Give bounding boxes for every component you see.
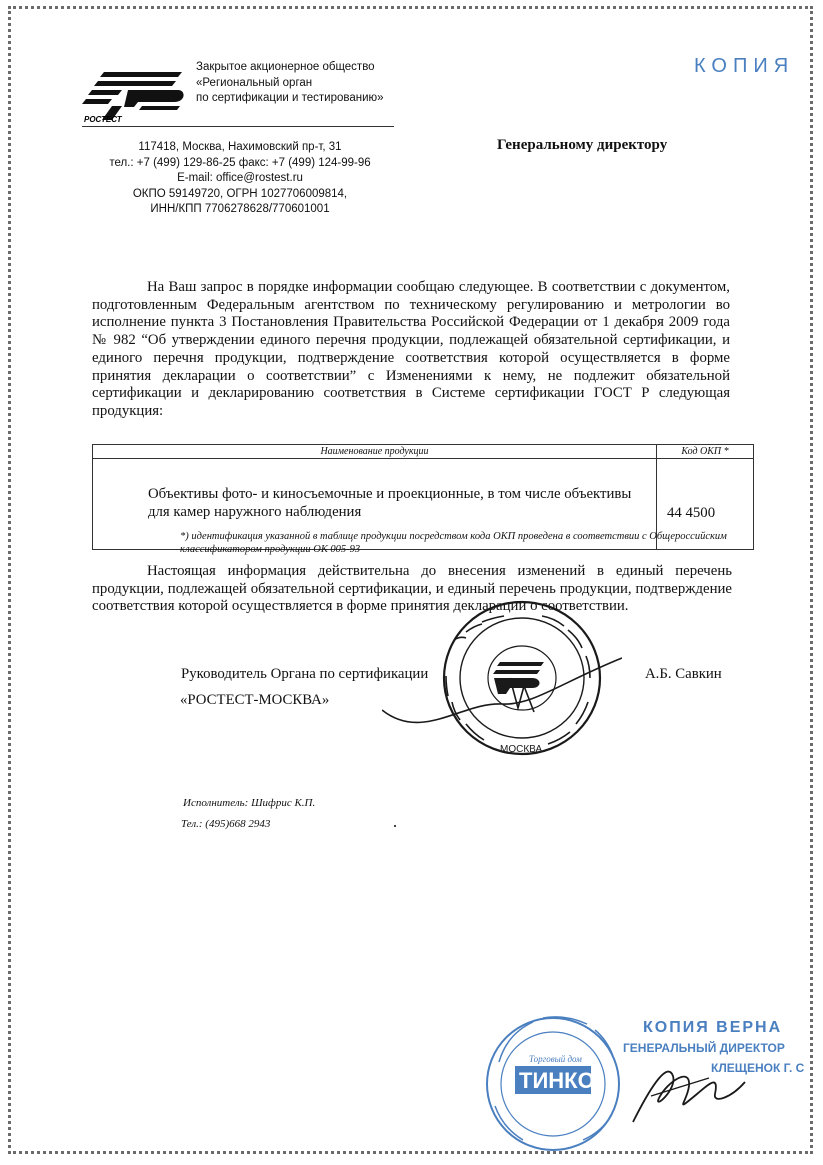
executor-phone: Тел.: (495)668 2943 [181, 818, 271, 830]
svg-text:РОСТЕСТ: РОСТЕСТ [84, 115, 122, 124]
signatory-organization: «РОСТЕСТ-МОСКВА» [180, 692, 330, 708]
signatory-title: Руководитель Органа по сертификации [181, 666, 429, 682]
addressee: Генеральному директору [497, 137, 668, 153]
rostest-logo [82, 62, 190, 124]
organization-name: Закрытое акционерное общество «Региональный орган по сертификации и тестированию» [196, 61, 384, 104]
contact-details: 117418, Москва, Нахимовский пр-т, 31 тел.: +7 (499) 129-86-25 факс: +7 (499) 124-99-96 E-mail: office@rostest.ru ОКПО 59149720, ОГРН 1027706009814, ИНН/КПП 7706278628/770601001 [109, 141, 371, 216]
svg-text:ТИНКО: ТИНКО [519, 1068, 595, 1093]
svg-text:КОПИЯ ВЕРНА: КОПИЯ ВЕРНА [643, 1019, 783, 1036]
svg-text:Торговый дом: Торговый дом [529, 1054, 582, 1064]
copy-stamp: КОПИЯ [694, 55, 795, 77]
speck [394, 825, 396, 827]
intro-paragraph: На Ваш запрос в порядке информации сообщаю следующее. В соответствии с документом, подготовленным Федеральным агентством по техническому регулированию и метрологии во исполнение пункта 3 Постановления Правительства Российской Федерации от 1 декабря 2009 года № 982 “Об утверждении единого перечня продукции, подлежащей обязательной сертификации, и единого перечня продукции, подтверждение соответствия которой осуществляется в форме принятия декларации о соответствии” с Изменениями к нему, не подлежит обязательной сертификации и декларированию соответствия в Системе сертификации ГОСТ Р следующая продукция: [92, 279, 730, 419]
certification-seal [382, 592, 622, 792]
column-header-name: Наименование продукции [93, 445, 657, 459]
certified-copy-stamp [483, 1002, 813, 1152]
product-name-cell: Объективы фото- и киносъемочные и проекционные, в том числе объективы для камер наружного наблюдения [93, 459, 657, 550]
svg-text:КЛЕЩЕНОК Г. С: КЛЕЩЕНОК Г. С [711, 1061, 805, 1075]
svg-text:ГЕНЕРАЛЬНЫЙ ДИРЕКТОР: ГЕНЕРАЛЬНЫЙ ДИРЕКТОР [623, 1041, 785, 1055]
product-code-cell: 44 4500 [657, 459, 754, 550]
signatory-name: А.Б. Савкин [645, 666, 722, 682]
table-header-row [93, 445, 754, 459]
header-divider [82, 126, 394, 127]
validity-paragraph: Настоящая информация действительна до внесения изменений в единый перечень продукции, подлежащей обязательной сертификации, и единый перечень продукции, подтверждение соответствия которой осуществляется в форме принятия декларации о соответствии. [92, 563, 732, 615]
svg-text:МОСКВА: МОСКВА [500, 744, 543, 755]
table-footnote: *) идентификация указанной в таблице продукции посредством кода ОКП проведена в соответствии с Общероссийским классификатором продукции ОК 005-93 [180, 531, 727, 555]
column-header-code: Код ОКП * [657, 445, 754, 459]
executor: Исполнитель: Шифрис К.П. [183, 797, 316, 809]
